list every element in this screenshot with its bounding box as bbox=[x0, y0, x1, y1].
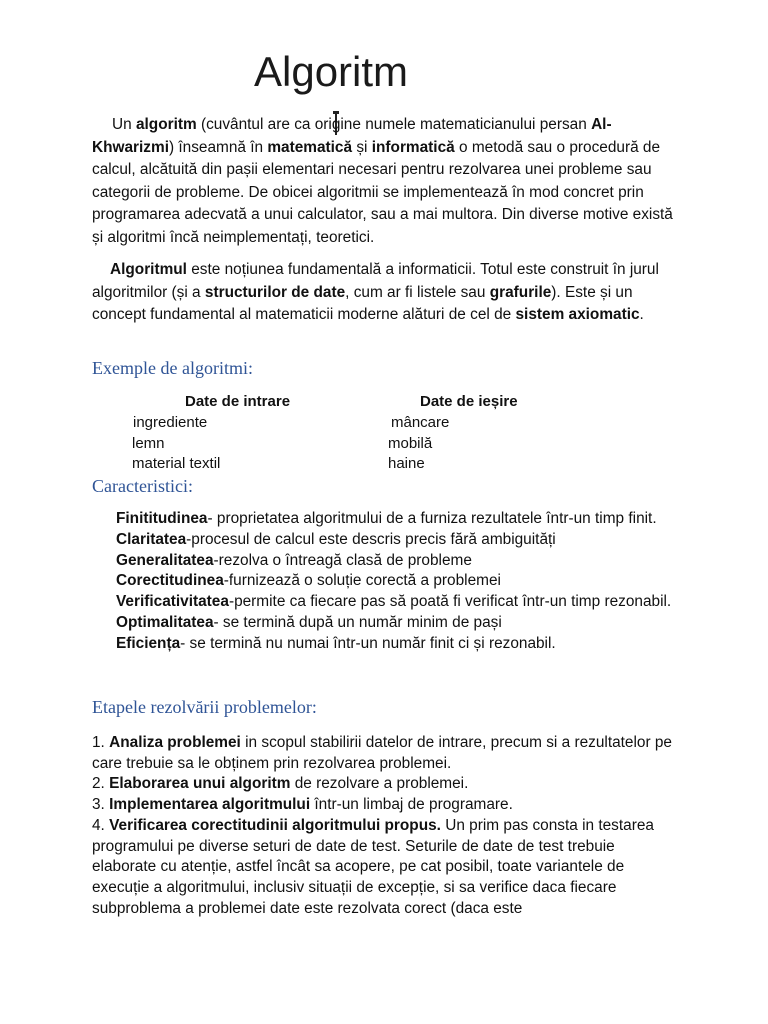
characteristic-desc: -furnizează o soluție corectă a problemei bbox=[223, 572, 501, 590]
characteristic-desc: - proprietatea algoritmului de a furniza rezultatele într-un timp finit. bbox=[207, 510, 657, 527]
text-run: este noțiunea fundamentală a informaticii. Totul este construit în jurul algoritmilor (și a bbox=[92, 261, 659, 301]
bold-term: informatică bbox=[371, 138, 455, 156]
list-item bbox=[92, 530, 682, 551]
bold-term: algoritm bbox=[135, 116, 197, 133]
bold-term: Algoritmul bbox=[110, 261, 187, 278]
characteristic-desc: - se termină nu numai într-un număr finit ci și rezonabil. bbox=[180, 634, 556, 652]
intro-paragraph-1 bbox=[92, 114, 682, 249]
text-run: . bbox=[639, 306, 644, 323]
characteristic-term: Corectitudinea bbox=[116, 572, 224, 590]
table-cell-output: mâncare bbox=[391, 414, 450, 431]
list-item bbox=[92, 733, 677, 774]
steps-heading: Etapele rezolvării problemelor: bbox=[92, 697, 317, 717]
list-item bbox=[92, 592, 682, 613]
step-desc: într-un limbaj de programare. bbox=[310, 796, 513, 814]
characteristic-desc: -permite ca fiecare pas să poată fi verificat într-un timp rezonabil. bbox=[228, 593, 672, 611]
text-run: ). Este și un concept fundamental al matematicii moderne alături de cel de bbox=[92, 283, 633, 323]
text-run: o metodă sau o procedură de calcul, alcătuită din pașii elementari necesari pentru rezolvarea unei probleme sau categorii de probleme. De obicei algoritmii se implementează în mod concret prin programarea adecvată a unui calculator, sau a mai multora. Din diverse motive există și algoritmi încă neimplementați, teoretici. bbox=[92, 138, 673, 246]
bold-term: sistem axiomatic bbox=[515, 306, 640, 323]
bold-term: grafurile bbox=[489, 283, 552, 301]
text-run: , cum ar fi listele sau bbox=[345, 283, 490, 301]
intro-paragraph-2 bbox=[92, 259, 682, 327]
list-item bbox=[92, 634, 682, 655]
list-item bbox=[92, 816, 677, 920]
table-cell-output: mobilă bbox=[388, 435, 433, 452]
table-cell-input: ingrediente bbox=[133, 414, 208, 431]
table-cell-input: lemn bbox=[132, 435, 165, 452]
bold-term: structurilor de date bbox=[204, 283, 346, 301]
step-number: 2. bbox=[92, 775, 110, 793]
examples-heading: Exemple de algoritmi: bbox=[92, 358, 253, 378]
step-number: 3. bbox=[92, 796, 110, 814]
table-cell-input: material textil bbox=[132, 455, 221, 472]
step-number: 1. bbox=[92, 734, 110, 751]
list-item bbox=[92, 551, 682, 572]
characteristic-desc: -procesul de calcul este descris precis fără ambiguități bbox=[186, 530, 556, 548]
table-row bbox=[92, 413, 692, 433]
list-item bbox=[92, 613, 682, 634]
text-run: și bbox=[352, 138, 372, 156]
bold-term: matematică bbox=[267, 138, 353, 156]
characteristics-list bbox=[92, 509, 682, 655]
step-desc: in scopul stabilirii datelor de intrare, precum si a rezultatelor pe care trebuie sa le obținem prin rezolvarea problemei. bbox=[92, 734, 672, 772]
step-desc: Un prim pas consta in testarea programului pe diverse seturi de date de test. Seturile de date de test trebuie elaborate cu atenție, astfel încât sa acopere, pe cat posibil, toate variantele de execuție a algoritmului, inclusiv situații de excepție, si sa verifice daca fiecare subproblema a problemei date este rezolvata corect (daca este bbox=[92, 816, 654, 917]
text-run: (cuvântul are ca origine numele matematicianului persan bbox=[196, 116, 592, 133]
examples-table-header bbox=[92, 392, 692, 412]
characteristic-term: Eficiența bbox=[116, 634, 181, 652]
steps-list bbox=[92, 733, 677, 919]
table-cell-output: haine bbox=[388, 455, 425, 472]
column-header-output: Date de ieșire bbox=[420, 393, 518, 410]
characteristic-term: Generalitatea bbox=[116, 551, 214, 569]
list-item bbox=[92, 795, 677, 816]
step-term: Analiza problemei bbox=[109, 734, 241, 751]
list-item bbox=[92, 571, 682, 592]
table-row bbox=[92, 434, 692, 454]
characteristic-term: Verificativitatea bbox=[116, 593, 229, 611]
bold-term: Al-Khwarizmi bbox=[92, 116, 612, 156]
step-term: Implementarea algoritmului bbox=[109, 796, 311, 814]
text-run: Un bbox=[112, 116, 136, 133]
column-header-input: Date de intrare bbox=[185, 393, 291, 410]
characteristic-term: Claritatea bbox=[116, 530, 187, 548]
step-number: 4. bbox=[92, 816, 110, 834]
table-row bbox=[92, 454, 692, 474]
document-title: Algoritm bbox=[254, 48, 409, 95]
characteristic-term: Optimalitatea bbox=[116, 613, 214, 631]
characteristic-desc: - se termină după un număr minim de pași bbox=[213, 613, 502, 631]
step-term: Elaborarea unui algoritm bbox=[109, 775, 291, 793]
list-item bbox=[92, 509, 682, 530]
characteristic-term: Finititudinea bbox=[116, 510, 208, 527]
list-item bbox=[92, 774, 677, 795]
characteristics-heading: Caracteristici: bbox=[92, 476, 193, 496]
characteristic-desc: -rezolva o întreagă clasă de probleme bbox=[213, 551, 472, 569]
text-run: ) înseamnă în bbox=[168, 138, 268, 156]
step-term: Verificarea corectitudinii algoritmului propus. bbox=[109, 816, 441, 834]
step-desc: de rezolvare a problemei. bbox=[290, 775, 469, 793]
